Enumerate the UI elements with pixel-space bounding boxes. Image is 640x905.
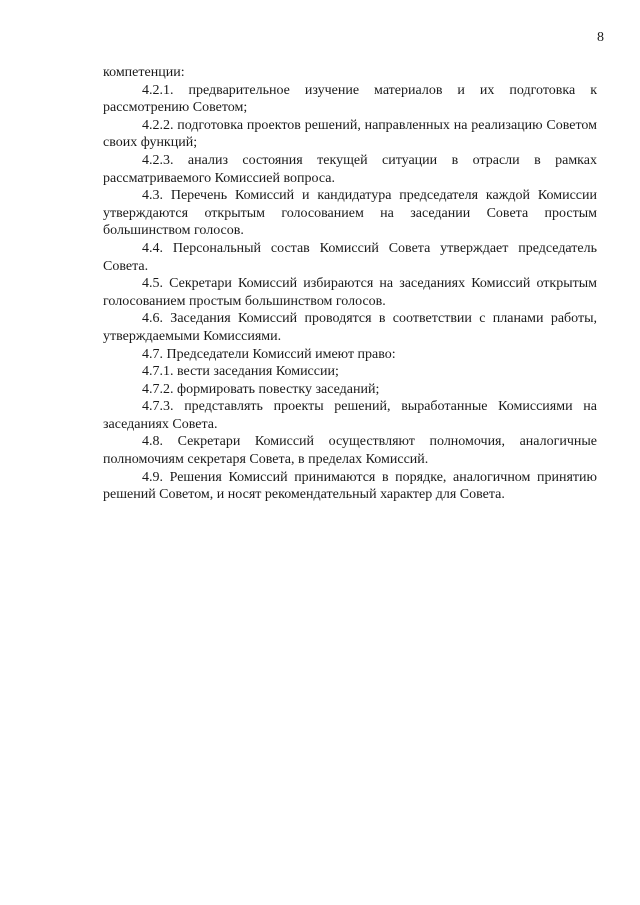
paragraph-4-7-2: 4.7.2. формировать повестку заседаний; xyxy=(142,381,380,397)
paragraph-4-5: 4.5. Секретари Комиссий избираются на заседаниях Комиссий открытым голосованием простым большинством голосов. xyxy=(103,276,597,309)
paragraph-4-7-1: 4.7.1. вести заседания Комиссии; xyxy=(142,364,339,380)
paragraph-4-7: 4.7. Председатели Комиссий имеют право: xyxy=(142,346,396,362)
paragraph-4-6: 4.6. Заседания Комиссий проводятся в соответствии с планами работы, утверждаемыми Комиссиями. xyxy=(103,311,597,344)
paragraph-4-3: 4.3. Перечень Комиссий и кандидатура председателя каждой Комиссии утверждаются открытым голосованием на заседании Совета простым большинством голосов. xyxy=(103,188,597,239)
paragraph-4-2-1: 4.2.1. предварительное изучение материалов и их подготовка к рассмотрению Советом; xyxy=(103,82,597,116)
paragraph-4-2-2: 4.2.2. подготовка проектов решений, направленных на реализацию Советом своих функций; xyxy=(103,117,597,151)
document-body xyxy=(103,64,597,504)
paragraph-continuation: компетенции: xyxy=(103,65,185,80)
paragraph-4-7-3: 4.7.3. представлять проекты решений, выработанные Комиссиями на заседаниях Совета. xyxy=(103,399,597,432)
page-number: 8 xyxy=(597,30,604,45)
paragraph-4-8: 4.8. Секретари Комиссий осуществляют полномочия, аналогичные полномочиям секретаря Совета, в пределах Комиссий. xyxy=(103,434,597,468)
paragraph-4-4: 4.4. Персональный состав Комиссий Совета утверждает председатель Совета. xyxy=(103,240,597,274)
paragraph-4-2-3: 4.2.3. анализ состояния текущей ситуации в отрасли в рамках рассматриваемого Комиссией вопроса. xyxy=(103,152,597,186)
paragraph-4-9: 4.9. Решения Комиссий принимаются в порядке, аналогичном принятию решений Советом, и носят рекомендательный характер для Совета. xyxy=(103,469,597,503)
